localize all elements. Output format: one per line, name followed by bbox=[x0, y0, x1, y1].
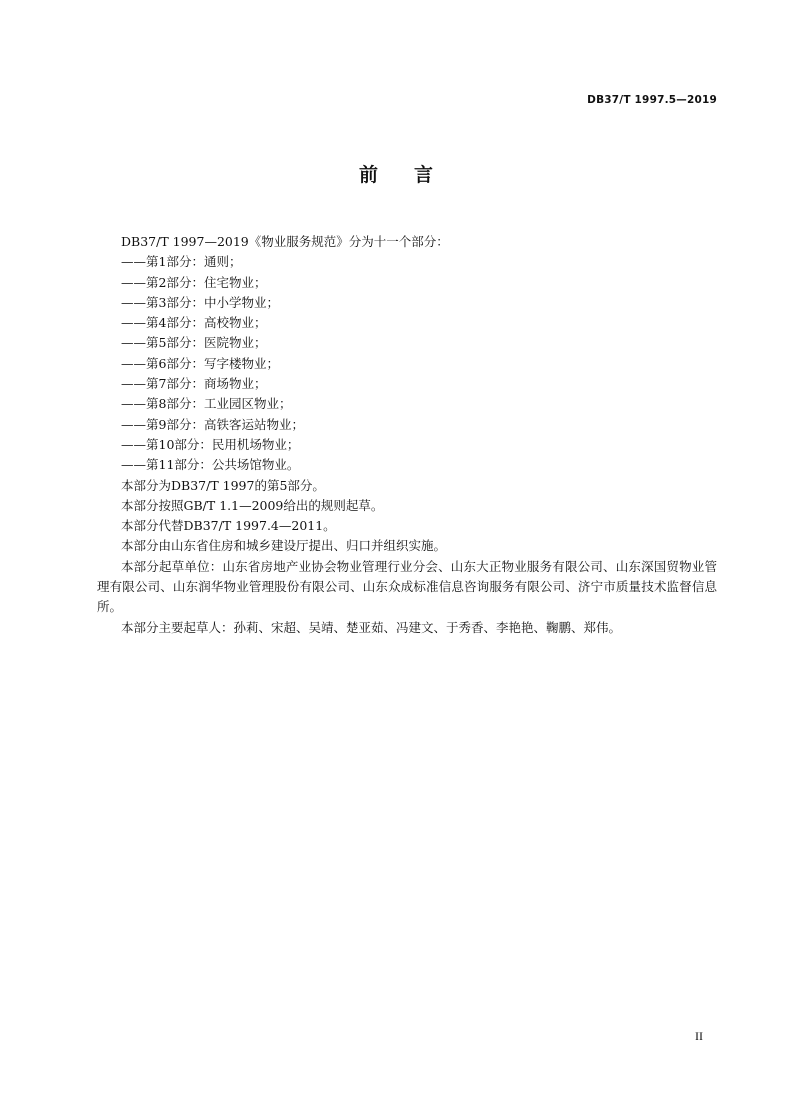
list-item-part-4: ——第4部分：高校物业； bbox=[121, 315, 267, 331]
paragraph-replaces: 本部分代替DB37/T 1997.4—2011。 bbox=[121, 518, 336, 534]
list-item-part-5: ——第5部分：医院物业； bbox=[121, 335, 267, 351]
list-item-part-3: ——第3部分：中小学物业； bbox=[121, 294, 279, 310]
page-title bbox=[0, 160, 792, 187]
paragraph-drafting-rules: 本部分按照GB/T 1.1—2009给出的规则起草。 bbox=[121, 497, 384, 513]
list-item-part-11: ——第11部分：公共场馆物业。 bbox=[121, 457, 300, 473]
list-item-part-2: ——第2部分：住宅物业； bbox=[121, 274, 267, 290]
title-char-2: 言 bbox=[414, 164, 434, 186]
paragraph-parts-intro: DB37/T 1997—2019《物业服务规范》分为十一个部分： bbox=[121, 234, 449, 249]
paragraph-drafters: 本部分主要起草人：孙莉、宋超、吴靖、楚亚茹、冯建文、于秀香、李艳艳、鞠鹏、郑伟。 bbox=[121, 619, 622, 635]
list-item-part-7: ——第7部分：商场物业； bbox=[121, 376, 267, 392]
list-item-part-9: ——第9部分：高铁客运站物业； bbox=[121, 416, 304, 432]
standard-code: DB37/T 1997.5—2019 bbox=[587, 94, 717, 106]
list-item-part-8: ——第8部分：工业园区物业； bbox=[121, 396, 292, 412]
paragraph-drafting-units: 本部分起草单位：山东省房地产业协会物业管理行业分会、山东大正物业服务有限公司、山东深国贸物业管理有限公司、山东润华物业管理股份有限公司、山东众成标准信息咨询服务有限公司、济宁市质量技术监督信息所。 bbox=[97, 558, 717, 615]
list-item-part-1: ——第1部分：通则； bbox=[121, 254, 242, 270]
list-item-part-10: ——第10部分：民用机场物业； bbox=[121, 436, 300, 452]
page-number: II bbox=[695, 1029, 703, 1043]
foreword-body bbox=[97, 232, 717, 638]
paragraph-part-position: 本部分为DB37/T 1997的第5部分。 bbox=[121, 477, 325, 493]
paragraph-proposer: 本部分由山东省住房和城乡建设厅提出、归口并组织实施。 bbox=[121, 538, 447, 554]
list-item-part-6: ——第6部分：写字楼物业； bbox=[121, 355, 279, 371]
title-char-1: 前 bbox=[358, 164, 378, 186]
